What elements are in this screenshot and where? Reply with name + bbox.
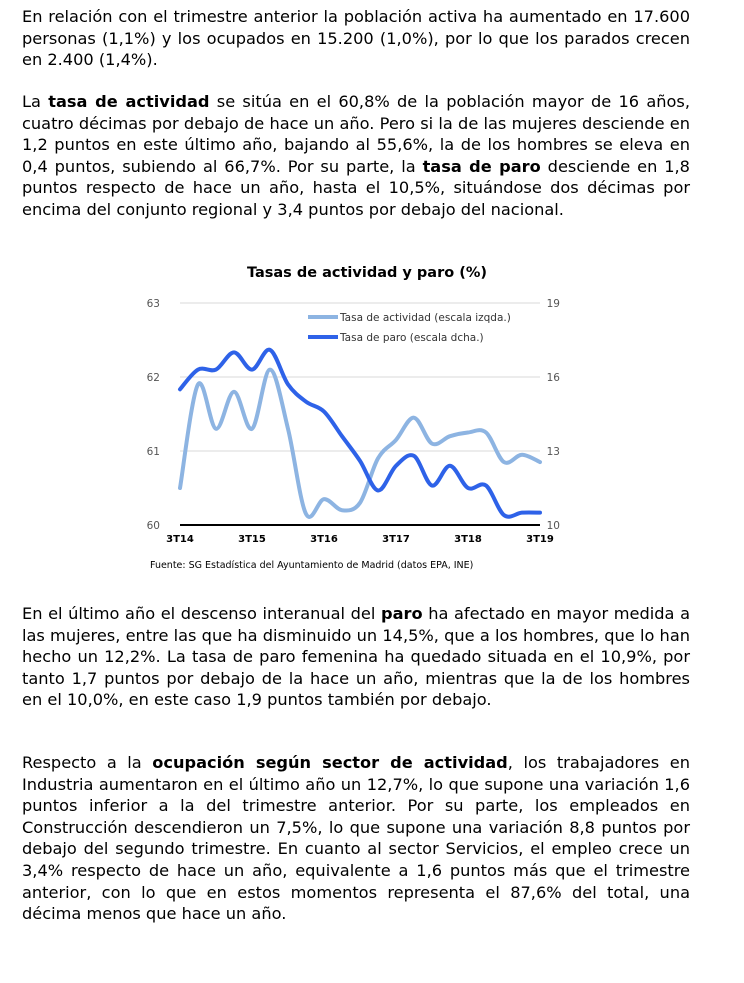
text: En el último año el descenso interanual del [22,604,381,623]
paragraph-unemployment [22,603,690,711]
y-left-tick-label: 63 [146,298,160,310]
text: ha afectado en mayor medida a las mujeres, entre las que ha disminuido un 14,5%, que a los hombres, que lo han hecho un 12,2%. La tasa de paro femenina ha quedado situada en el 10,9%, por tanto 1,7 puntos por debajo de la hace un año, mientras que la de los hombres en el 10,0%, en este caso 1,9 puntos también por debajo. [22,604,690,710]
x-tick-label: 3T14 [166,534,194,545]
text: desciende en 1,8 puntos respecto de hace un año, hasta el 10,5%, situándose dos décimas por encima del conjunto regional y 3,4 puntos por debajo del nacional. [22,156,690,219]
bold-term-paro: paro [381,604,423,623]
text: se sitúa en el 60,8% de la población mayor de 16 años, cuatro décimas por debajo de hace un año. Pero si la de las mujeres desciende en 1,2 puntos en este último año, bajando al 55,6%, la de los hombres se eleva en 0,4 puntos, subiendo al 66,7%. Por su parte, la [22,92,690,176]
chart-title: Tasas de actividad y paro (%) [246,265,488,281]
text: , los trabajadores en Industria aumentaron en el último año un 12,7%, lo que supone una variación 1,6 puntos inferior a la del trimestre anterior. Por su parte, los empleados en Construcción descendieron un 7,5%, lo que supone una variación 8,8 puntos por debajo del segundo trimestre. En cuanto al sector Servicios, el empleo crece un 3,4% respecto de hace un año, equivalente a 1,6 puntos más que el trimestre anterior, con lo que en estos momentos representa el 87,6% del total, una décima menos que hace un año. [22,753,690,924]
chart-source: Fuente: SG Estadística del Ayuntamiento de Madrid (datos EPA, INE) [150,560,474,571]
y-left-tick-label: 62 [146,372,160,384]
x-tick-label: 3T16 [310,534,338,545]
bold-term-sector: ocupación según sector de actividad [152,753,508,772]
text: La [22,92,49,111]
bold-term-unemployment-rate: tasa de paro [422,156,541,176]
paragraph-population: En relación con el trimestre anterior la población activa ha aumentado en 17.600 personas (1,1%) y los ocupados en 15.200 (1,0%), por lo que los parados crecen en 2.400 (1,4%). [22,7,690,70]
y-right-tick-label: 16 [546,372,560,384]
bold-term-activity-rate: tasa de actividad [48,92,210,111]
legend-label: Tasa de actividad (escala izqda.) [340,312,511,324]
series-line-activity-rate [180,370,540,517]
y-left-tick-label: 60 [146,520,160,532]
y-right-tick-label: 10 [546,520,560,532]
x-tick-label: 3T15 [238,534,266,545]
y-right-tick-label: 13 [546,446,560,458]
y-left-tick-label: 61 [146,446,160,458]
paragraph-activity-rate [22,91,690,221]
y-right-tick-label: 19 [546,298,560,310]
x-tick-label: 3T17 [382,534,410,545]
legend-label: Tasa de paro (escala dcha.) [340,332,484,344]
x-tick-label: 3T18 [454,534,482,545]
text: Respecto a la [22,753,153,772]
paragraph-sector-employment [22,752,690,925]
rates-chart [140,255,580,580]
x-tick-label: 3T19 [526,534,554,545]
